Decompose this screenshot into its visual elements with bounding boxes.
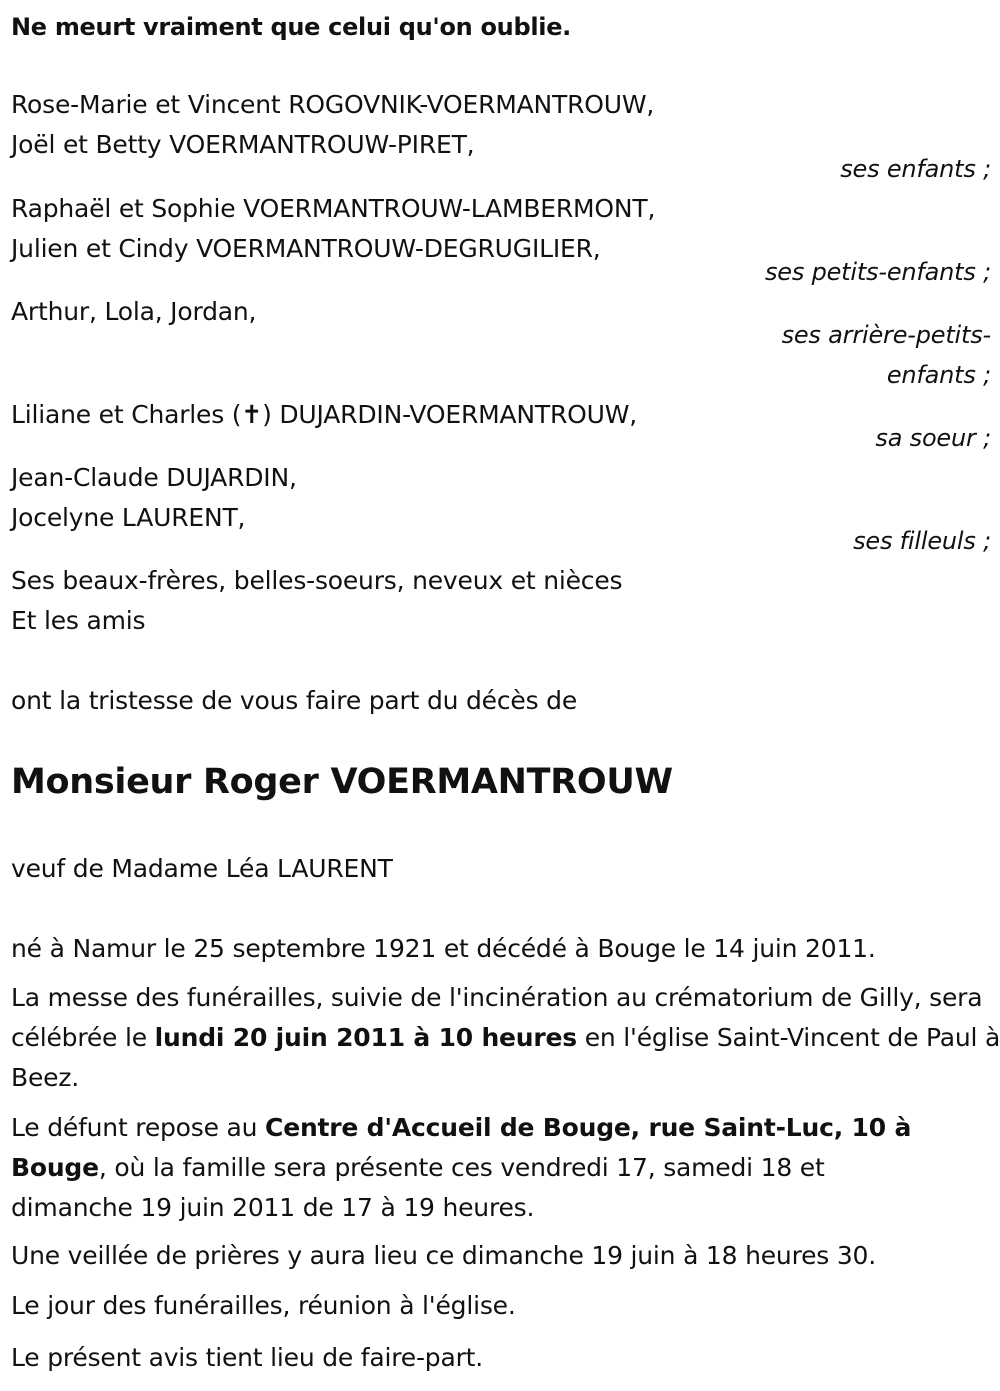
funeral-text-before: La messe des funérailles, suivie de l'incinération au crématorium de Gilly, sera célébrée le [11, 983, 983, 1052]
notice: Le présent avis tient lieu de faire-part. [11, 1343, 484, 1372]
family-name-line: Rose-Marie et Vincent ROGOVNIK-VOERMANTROUW, [11, 90, 655, 119]
sister-group [11, 395, 637, 435]
announcement: ont la tristesse de vous faire part du décès de [11, 686, 578, 715]
family-name-line: Julien et Cindy VOERMANTROUW-DEGRUGILIER, [11, 234, 601, 263]
role-children: ses enfants ; [840, 155, 991, 183]
rest-location: Centre d'Accueil de Bouge, rue Saint-Luc, 10 à Bouge [11, 1113, 912, 1182]
rest-text-after: , où la famille sera présente ces vendredi 17, samedi 18 et dimanche 19 juin 2011 de 17 à 19 heures. [11, 1153, 825, 1222]
godchildren-group [11, 458, 297, 538]
family-name-line: Arthur, Lola, Jordan, [11, 297, 257, 326]
vigil: Une veillée de prières y aura lieu ce dimanche 19 juin à 18 heures 30. [11, 1241, 877, 1270]
family-name-line: Raphaël et Sophie VOERMANTROUW-LAMBERMONT, [11, 194, 656, 223]
grandchildren-group [11, 189, 655, 269]
family-name-line: Jean-Claude DUJARDIN, [11, 463, 297, 492]
family-name-line: Jocelyne LAURENT, [11, 503, 246, 532]
epigraph: Ne meurt vraiment que celui qu'on oublie. [11, 13, 571, 41]
role-great-grandchildren: ses arrière-petits-enfants ; [781, 321, 991, 389]
role-grandchildren: ses petits-enfants ; [764, 258, 991, 286]
funeral-paragraph [11, 978, 1000, 1098]
meeting: Le jour des funérailles, réunion à l'église. [11, 1291, 516, 1320]
widower-of: veuf de Madame Léa LAURENT [11, 854, 393, 883]
family-name-line: Liliane et Charles (✝) DUJARDIN-VOERMANTROUW, [11, 400, 637, 429]
great-grandchildren-group [11, 292, 256, 332]
children-group [11, 85, 654, 165]
role-sister: sa soeur ; [875, 424, 991, 452]
rest-paragraph [11, 1108, 941, 1228]
rest-text-before: Le défunt repose au [11, 1113, 266, 1142]
funeral-text-after: en l'église Saint-Vincent de Paul à Beez. [11, 1023, 1000, 1092]
others-group [11, 561, 622, 641]
birth-death: né à Namur le 25 septembre 1921 et décédé à Bouge le 14 juin 2011. [11, 934, 876, 963]
family-name-line: Joël et Betty VOERMANTROUW-PIRET, [11, 130, 475, 159]
role-godchildren: ses filleuls ; [853, 527, 991, 555]
others-line: Ses beaux-frères, belles-soeurs, neveux et nièces [11, 566, 623, 595]
others-line: Et les amis [11, 606, 146, 635]
deceased-name: Monsieur Roger VOERMANTROUW [11, 762, 673, 802]
funeral-date: lundi 20 juin 2011 à 10 heures [154, 1023, 577, 1052]
